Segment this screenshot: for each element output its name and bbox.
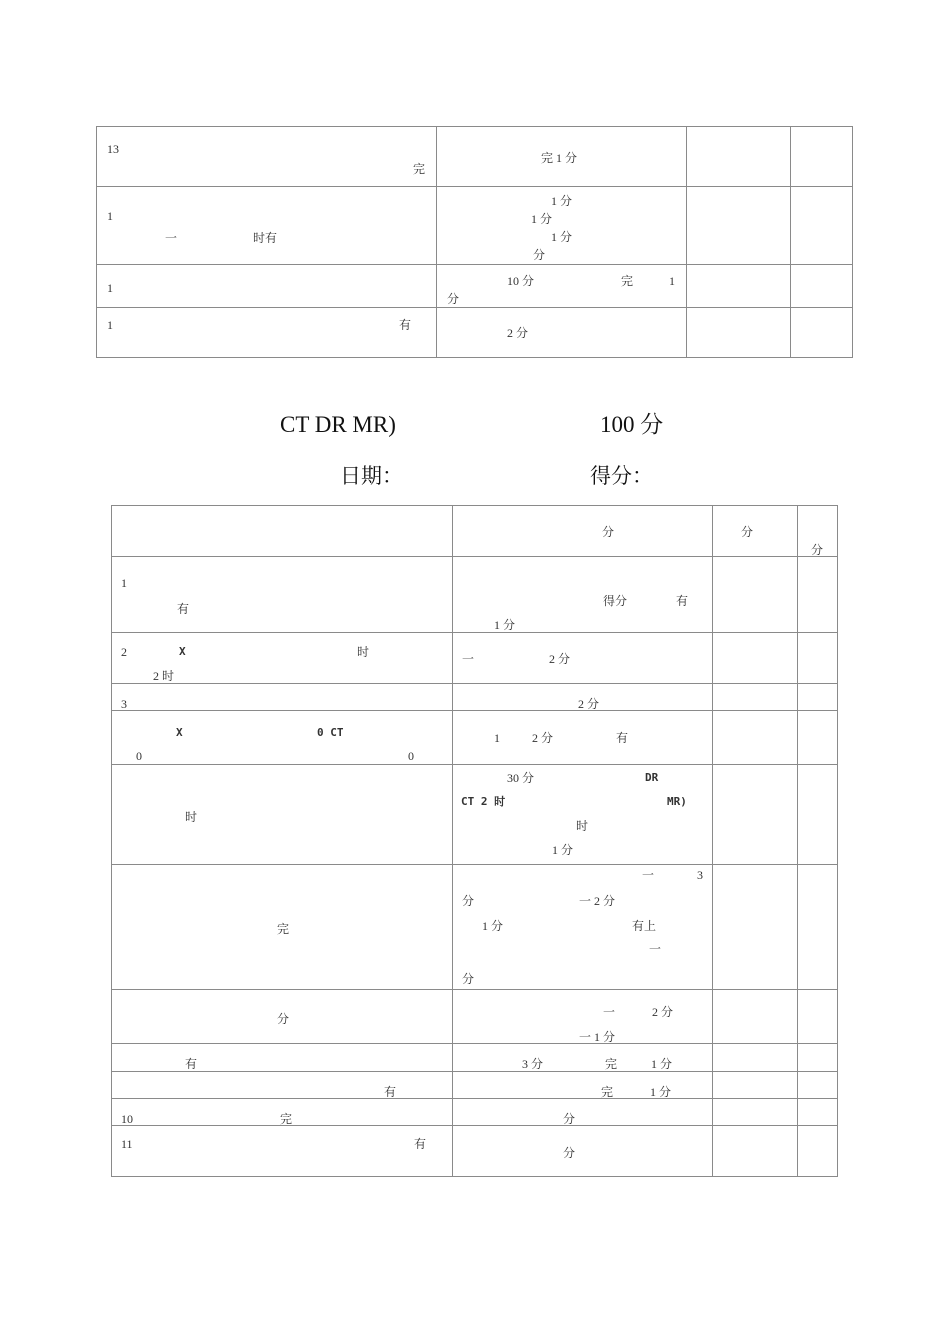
criteria-cell: [453, 865, 713, 990]
score-cell: [798, 684, 838, 711]
item-cell: [97, 127, 437, 187]
criteria-cell: [453, 633, 713, 684]
cell-text: X: [176, 726, 183, 739]
cell-text: 完: [277, 922, 290, 936]
score-cell: [798, 765, 838, 865]
score-table-main: [111, 505, 838, 1177]
cell-text: 有上: [632, 919, 657, 933]
deduction-cell: [713, 1099, 798, 1126]
deduction-cell: [713, 1126, 798, 1177]
item-cell: [112, 865, 453, 990]
cell-text: 完: [621, 274, 634, 288]
cell-text: 0: [408, 749, 414, 763]
cell-text: 1 分: [494, 618, 516, 632]
cell-text: 时有: [253, 231, 278, 245]
criteria-cell: [437, 265, 687, 308]
cell-text: 2 分: [507, 326, 529, 340]
cell-text: 0 CT: [317, 726, 344, 739]
table-row: [112, 684, 838, 711]
cell-text: MR): [667, 795, 687, 808]
score-label: 得分：: [590, 464, 653, 488]
table-row: [112, 1099, 838, 1126]
cell-text: 有: [384, 1085, 397, 1099]
item-number: 11: [121, 1137, 133, 1151]
cell-text: 30 分: [507, 771, 535, 785]
item-number: 2: [121, 645, 127, 659]
header-cell: [713, 506, 798, 557]
cell-text: 1: [494, 731, 500, 745]
form-title-total: 100 分: [600, 412, 664, 437]
date-label: 日期：: [340, 464, 403, 488]
table-row: [97, 187, 853, 265]
score-cell: [791, 187, 853, 265]
score-cell: [798, 1044, 838, 1072]
score-cell: [791, 308, 853, 358]
score-table-top: [96, 126, 853, 358]
item-number: 3: [121, 697, 127, 711]
criteria-cell: [453, 1044, 713, 1072]
cell-text: 完: [280, 1112, 293, 1126]
cell-text: 1 分: [551, 230, 573, 244]
deduction-cell: [687, 187, 791, 265]
item-cell: [112, 1126, 453, 1177]
cell-text: 完: [601, 1085, 614, 1099]
header-label: 分: [811, 543, 824, 557]
table-row: [112, 765, 838, 865]
cell-text: 1 分: [651, 1057, 673, 1071]
cell-text: 3: [697, 868, 703, 882]
criteria-cell: [453, 1099, 713, 1126]
cell-text: 1: [669, 274, 675, 288]
score-cell: [798, 1126, 838, 1177]
cell-text: 有: [414, 1137, 427, 1151]
item-number: 13: [107, 142, 119, 156]
criteria-cell: [453, 557, 713, 633]
cell-text: 完: [605, 1057, 618, 1071]
deduction-cell: [713, 1072, 798, 1099]
cell-text: 一: [649, 942, 662, 956]
score-cell: [798, 1072, 838, 1099]
item-cell: [112, 990, 453, 1044]
deduction-cell: [687, 265, 791, 308]
header-label: 分: [741, 525, 754, 539]
item-number: 1: [107, 209, 113, 223]
item-number: 1: [107, 281, 113, 295]
item-cell: [112, 633, 453, 684]
score-cell: [791, 265, 853, 308]
item-cell: [112, 711, 453, 765]
item-cell: [112, 1099, 453, 1126]
criteria-cell: [453, 684, 713, 711]
cell-text: 时: [576, 819, 589, 833]
item-number: 1: [107, 318, 113, 332]
item-cell: [112, 765, 453, 865]
cell-text: 完 1 分: [541, 151, 578, 165]
score-cell: [798, 711, 838, 765]
cell-text: DR: [645, 771, 659, 784]
cell-text: 1 分: [482, 919, 504, 933]
table-row: [112, 711, 838, 765]
deduction-cell: [687, 127, 791, 187]
table-row: [97, 308, 853, 358]
cell-text: 时: [185, 810, 198, 824]
cell-text: 得分: [603, 594, 628, 608]
item-number: 10: [121, 1112, 133, 1126]
cell-text: CT 2 时: [461, 795, 506, 808]
score-cell: [798, 865, 838, 990]
cell-text: 有: [177, 602, 190, 616]
cell-text: 时: [357, 645, 370, 659]
cell-text: 有: [616, 731, 629, 745]
score-cell: [791, 127, 853, 187]
header-cell: [798, 506, 838, 557]
item-cell: [97, 308, 437, 358]
cell-text: 3 分: [522, 1057, 544, 1071]
cell-text: 一: [642, 868, 655, 882]
criteria-cell: [453, 765, 713, 865]
score-cell: [798, 557, 838, 633]
deduction-cell: [713, 684, 798, 711]
deduction-cell: [713, 633, 798, 684]
cell-text: 有: [399, 318, 412, 332]
item-cell: [97, 265, 437, 308]
criteria-cell: [453, 711, 713, 765]
criteria-cell: [453, 1072, 713, 1099]
header-label: 分: [602, 525, 615, 539]
deduction-cell: [713, 990, 798, 1044]
cell-text: 分: [447, 292, 460, 306]
cell-text: 10 分: [507, 274, 535, 288]
table-row: [112, 1126, 838, 1177]
table-row: [112, 633, 838, 684]
table-row: [97, 265, 853, 308]
cell-text: 2 分: [578, 697, 600, 711]
cell-text: 一 2 分: [579, 894, 616, 908]
table-row: [112, 1044, 838, 1072]
header-cell: [112, 506, 453, 557]
deduction-cell: [713, 865, 798, 990]
criteria-cell: [453, 990, 713, 1044]
cell-text: 0: [136, 749, 142, 763]
table-row: [112, 1072, 838, 1099]
cell-text: 1 分: [650, 1085, 672, 1099]
deduction-cell: [713, 1044, 798, 1072]
deduction-cell: [713, 711, 798, 765]
cell-text: 1 分: [531, 212, 553, 226]
cell-text: 2 时: [153, 669, 175, 683]
cell-text: 一: [462, 652, 475, 666]
criteria-cell: [437, 127, 687, 187]
cell-text: 分: [462, 894, 475, 908]
criteria-cell: [437, 308, 687, 358]
item-cell: [97, 187, 437, 265]
cell-text: 1 分: [551, 194, 573, 208]
cell-text: 2 分: [532, 731, 554, 745]
cell-text: 完: [413, 162, 426, 176]
cell-text: 一: [165, 231, 178, 245]
cell-text: 分: [533, 248, 546, 262]
cell-text: X: [179, 645, 186, 658]
table-row: [112, 557, 838, 633]
cell-text: 有: [185, 1057, 198, 1071]
cell-text: 2 分: [652, 1005, 674, 1019]
cell-text: 1 分: [552, 843, 574, 857]
cell-text: 分: [277, 1012, 290, 1026]
cell-text: 分: [462, 972, 475, 986]
score-cell: [798, 990, 838, 1044]
cell-text: 有: [676, 594, 689, 608]
table-row: [97, 127, 853, 187]
deduction-cell: [687, 308, 791, 358]
cell-text: 分: [563, 1146, 576, 1160]
form-title-left: CT DR MR): [280, 412, 396, 437]
deduction-cell: [713, 557, 798, 633]
header-cell: [453, 506, 713, 557]
item-cell: [112, 684, 453, 711]
score-cell: [798, 1099, 838, 1126]
score-cell: [798, 633, 838, 684]
item-cell: [112, 557, 453, 633]
item-cell: [112, 1072, 453, 1099]
cell-text: 一: [603, 1005, 616, 1019]
table-row: [112, 865, 838, 990]
cell-text: 一 1 分: [579, 1030, 616, 1044]
cell-text: 分: [563, 1112, 576, 1126]
deduction-cell: [713, 765, 798, 865]
cell-text: 2 分: [549, 652, 571, 666]
table-row: [112, 990, 838, 1044]
criteria-cell: [437, 187, 687, 265]
item-cell: [112, 1044, 453, 1072]
criteria-cell: [453, 1126, 713, 1177]
table-header-row: [112, 506, 838, 557]
item-number: 1: [121, 576, 127, 590]
